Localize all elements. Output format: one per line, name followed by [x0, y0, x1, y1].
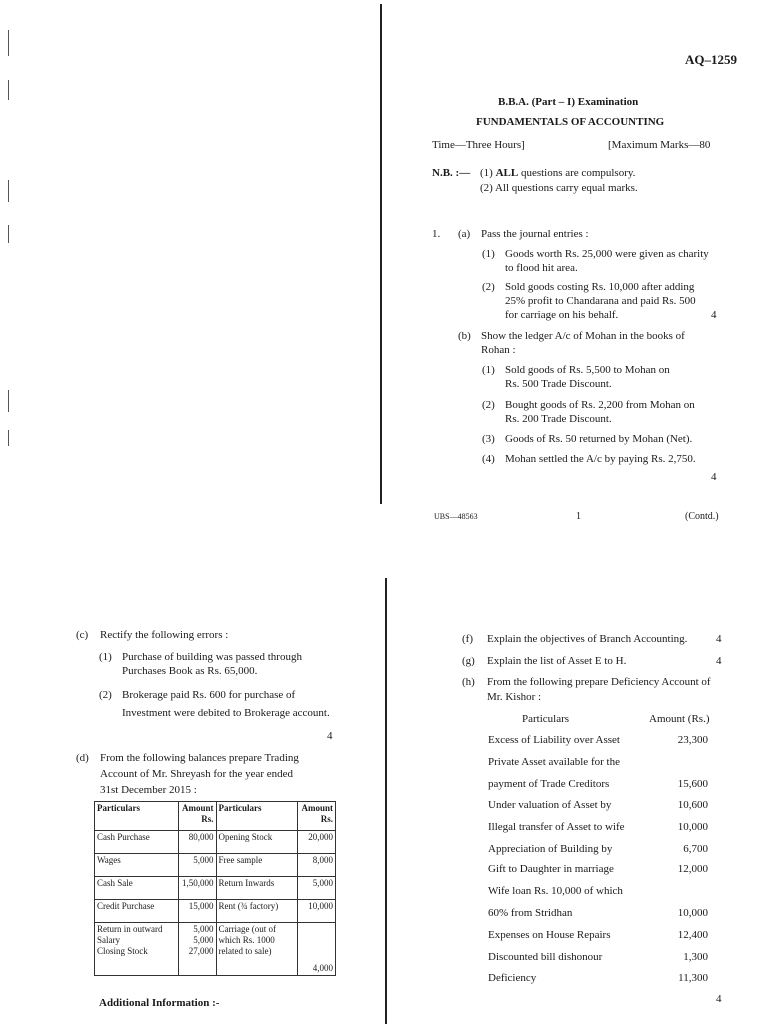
item-number: (4) [482, 453, 495, 465]
deficiency-amount: 11,300 [678, 972, 708, 984]
item-line: Goods of Rs. 50 returned by Mohan (Net). [505, 433, 693, 445]
header-amount-top: Amount [182, 803, 214, 813]
item-number: (1) [482, 248, 495, 260]
subquestion-text: Pass the journal entries : [481, 228, 589, 240]
marks: 4 [716, 633, 722, 645]
item-line: Rs. 200 Trade Discount. [505, 413, 612, 425]
subquestion-label: (b) [458, 330, 471, 342]
deficiency-header-amount: Amount (Rs.) [649, 713, 710, 725]
table-row [95, 854, 336, 877]
table-cell [178, 923, 216, 976]
deficiency-amount: 12,000 [677, 863, 708, 875]
table-cell: Return Inwards [216, 877, 298, 900]
subquestion-text: Rectify the following errors : [100, 629, 229, 641]
table-cell: Wages [95, 854, 179, 877]
item-line: Purchase of building was passed through [122, 651, 302, 663]
item-number: (2) [482, 399, 495, 411]
subquestion-text: Show the ledger A/c of Mohan in the books of [481, 330, 685, 342]
cell-line: 27,000 [188, 946, 214, 956]
item-number: (1) [482, 364, 495, 376]
item-line: 25% profit to Chandarana and paid Rs. 500 [505, 295, 696, 307]
nb-item [480, 181, 638, 195]
nb-item-number: (1) [480, 167, 493, 179]
deficiency-label: Under valuation of Asset by [488, 799, 612, 811]
item-line: Rs. 500 Trade Discount. [505, 378, 612, 390]
header-amount-bottom: Rs. [320, 814, 333, 824]
subquestion-label: (d) [76, 752, 89, 764]
item-number: (1) [99, 651, 112, 663]
deficiency-amount: 10,000 [677, 821, 708, 833]
header-amount-top: Amount [301, 803, 333, 813]
footer-page-number: 1 [576, 511, 581, 522]
cell-line: Carriage (out of [218, 924, 276, 934]
marks: 4 [711, 471, 717, 483]
deficiency-label: Private Asset available for the [488, 756, 620, 768]
table-cell: Cash Sale [95, 877, 179, 900]
subquestion-text: From the following balances prepare Trading [100, 752, 299, 764]
table-header-cell: Particulars [216, 802, 298, 831]
subject-title: FUNDAMENTALS OF ACCOUNTING [476, 116, 665, 128]
item-line: Sold goods of Rs. 5,500 to Mohan on [505, 364, 670, 376]
table-cell: 5,000 [298, 877, 336, 900]
deficiency-amount: 1,300 [683, 951, 708, 963]
table-cell: Free sample [216, 854, 298, 877]
paper-code: AQ–1259 [685, 52, 737, 67]
nb-label: N.B. :— [432, 167, 471, 179]
subquestion-text: Explain the list of Asset E to H. [487, 655, 627, 667]
scan-artifact [8, 390, 9, 412]
time-allowed: Time—Three Hours] [432, 139, 525, 151]
subquestion-label: (a) [458, 228, 471, 240]
scan-artifact [8, 180, 9, 202]
scan-artifact [8, 430, 9, 446]
table-header-cell [298, 802, 336, 831]
table-cell: Opening Stock [216, 831, 298, 854]
table-cell: 5,000 [178, 854, 216, 877]
item-line: Goods worth Rs. 25,000 were given as charity [505, 248, 709, 260]
item-line: for carriage on his behalf. [505, 309, 619, 321]
table-cell: 4,000 [298, 923, 336, 976]
item-number: (2) [99, 689, 112, 701]
table-cell: Cash Purchase [95, 831, 179, 854]
table-cell: 15,000 [178, 900, 216, 923]
exam-title: B.B.A. (Part – I) Examination [498, 96, 639, 108]
item-number: (3) [482, 433, 495, 445]
table-cell: 1,50,000 [178, 877, 216, 900]
table-header-cell: Particulars [95, 802, 179, 831]
table-header-row [95, 802, 336, 831]
subquestion-label: (f) [462, 633, 473, 645]
scan-artifact [8, 80, 9, 100]
subquestion-text: From the following prepare Deficiency Account of [487, 676, 711, 688]
subquestion-label: (c) [76, 629, 89, 641]
table-cell [216, 923, 298, 976]
table-cell: 8,000 [298, 854, 336, 877]
table-cell: 20,000 [298, 831, 336, 854]
subquestion-text: Account of Mr. Shreyash for the year ended [100, 768, 294, 780]
scan-artifact [8, 30, 9, 56]
item-line: Brokerage paid Rs. 600 for purchase of [122, 689, 296, 701]
item-line: Mohan settled the A/c by paying Rs. 2,750. [505, 453, 696, 465]
table-cell: 10,000 [298, 900, 336, 923]
item-line: to flood hit area. [505, 262, 578, 274]
subquestion-text: Mr. Kishor : [487, 691, 542, 703]
header-amount-bottom: Rs. [201, 814, 214, 824]
deficiency-amount: 15,600 [677, 778, 708, 790]
item-number: (2) [482, 281, 495, 293]
table-cell: Credit Purchase [95, 900, 179, 923]
nb-item-bold: ALL [495, 167, 519, 179]
maximum-marks: [Maximum Marks—80 [608, 139, 711, 151]
deficiency-label: Deficiency [488, 972, 537, 984]
cell-line: Return in outward [97, 924, 163, 934]
table-cell [95, 923, 179, 976]
table-row [95, 831, 336, 854]
table-header-cell [178, 802, 216, 831]
subquestion-text: 31st December 2015 : [100, 784, 197, 796]
nb-item [480, 166, 635, 180]
nb-item-number: (2) [480, 182, 493, 194]
nb-item-text: questions are compulsory. [520, 167, 636, 179]
binding-line [385, 578, 387, 1024]
item-line: Investment were debited to Brokerage account. [122, 707, 330, 719]
deficiency-amount: 10,000 [677, 907, 708, 919]
table-row [95, 923, 336, 976]
deficiency-header-particulars: Particulars [522, 713, 570, 725]
marks: 4 [711, 309, 717, 321]
deficiency-label: Gift to Daughter in marriage [488, 863, 614, 875]
deficiency-label: Expenses on House Repairs [488, 929, 611, 941]
table-cell: 80,000 [178, 831, 216, 854]
subquestion-text: Explain the objectives of Branch Accounting. [487, 633, 688, 645]
item-line: Bought goods of Rs. 2,200 from Mohan on [505, 399, 695, 411]
deficiency-label: Appreciation of Building by [488, 843, 613, 855]
cell-line: 5,000 [193, 935, 214, 945]
deficiency-label: 60% from Stridhan [488, 907, 573, 919]
deficiency-amount: 10,600 [677, 799, 708, 811]
deficiency-label: Wife loan Rs. 10,000 of which [488, 885, 623, 897]
subquestion-label: (g) [462, 655, 475, 667]
binding-line [380, 4, 382, 504]
marks: 4 [327, 730, 333, 742]
subquestion-text: Rohan : [481, 344, 516, 356]
footer-code: UBS—48563 [434, 512, 478, 521]
deficiency-amount: 6,700 [683, 843, 708, 855]
cell-line: related to sale) [218, 946, 272, 956]
cell-line: Salary [97, 935, 120, 945]
marks: 4 [716, 993, 722, 1005]
item-line: Purchases Book as Rs. 65,000. [122, 665, 258, 677]
deficiency-label: payment of Trade Creditors [488, 778, 610, 790]
footer-contd: (Contd.) [685, 511, 719, 522]
deficiency-amount: 23,300 [677, 734, 708, 746]
subquestion-label: (h) [462, 676, 475, 688]
nb-item-text: All questions carry equal marks. [494, 182, 638, 194]
deficiency-label: Discounted bill dishonour [488, 951, 603, 963]
table-row [95, 877, 336, 900]
cell-line: which Rs. 1000 [218, 935, 275, 945]
cell-line: Closing Stock [97, 946, 148, 956]
table-row [95, 900, 336, 923]
deficiency-label: Excess of Liability over Asset [488, 734, 620, 746]
additional-info-heading: Additional Information :- [99, 997, 220, 1009]
deficiency-amount: 12,400 [677, 929, 708, 941]
question-number: 1. [432, 228, 441, 240]
table-cell: Rent (¾ factory) [216, 900, 298, 923]
marks: 4 [716, 655, 722, 667]
scan-artifact [8, 225, 9, 243]
deficiency-label: Illegal transfer of Asset to wife [488, 821, 625, 833]
cell-line: 5,000 [193, 924, 214, 934]
trading-table [94, 801, 336, 976]
item-line: Sold goods costing Rs. 10,000 after adding [505, 281, 695, 293]
